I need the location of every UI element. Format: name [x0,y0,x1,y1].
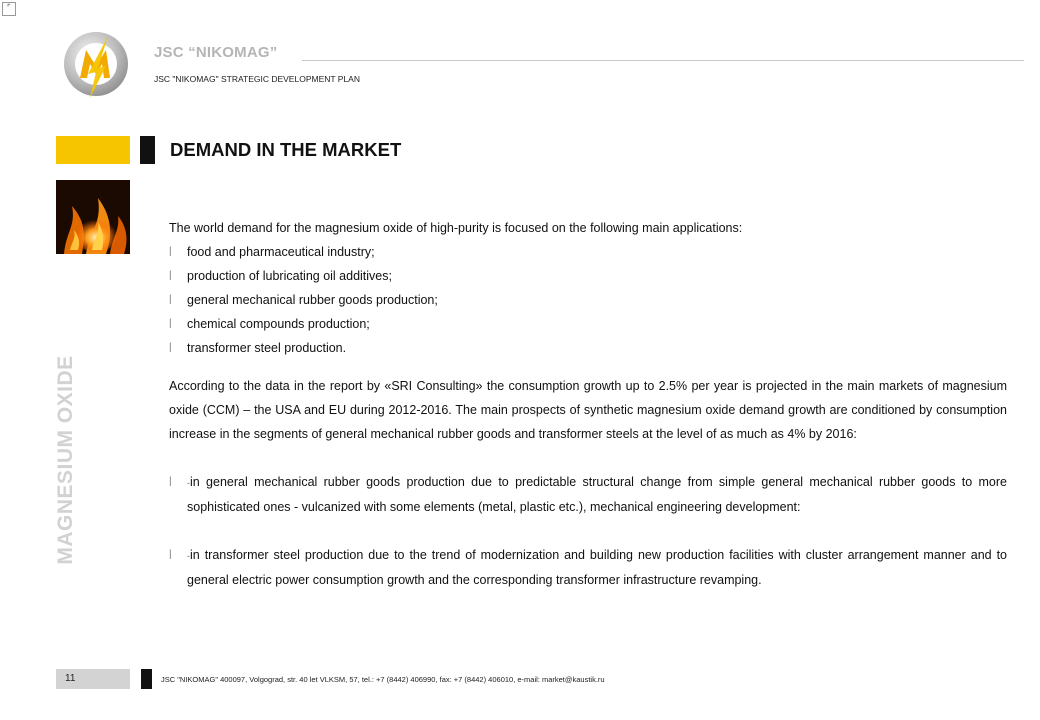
nikomag-logo [60,28,132,100]
bullet-icon: l [169,341,172,355]
bullet-icon: l [169,293,172,307]
section-vertical-label: MAGNESIUM OXIDE [54,355,77,565]
footer-contact: JSC "NIKOMAG" 400097, Volgograd, str. 40 let VLKSM, 57, tel.: +7 (8442) 406990, fax: +7 (8442) 406010, e-mail: market@kaustik.ru [161,675,605,684]
document-subtitle: JSC "NIKOMAG" STRATEGIC DEVELOPMENT PLAN [154,74,360,84]
bullet-icon: l [169,475,172,489]
prospect-text: in transformer steel production due to the trend of modernization and building new production facilities with cluster arrangement manner and to general electric power consumption growth and the corresponding transformer infrastructure revamping. [187,548,1007,587]
main-content [169,218,1007,592]
list-item [169,264,1007,288]
prospect-item [169,470,1007,519]
list-item-label: general mechanical rubber goods production; [187,293,438,307]
list-item-label: production of lubricating oil additives; [187,269,392,283]
fire-image [56,180,130,254]
list-item-label: transformer steel production. [187,341,347,355]
list-item [169,240,1007,264]
dash-mark: - [187,551,190,561]
list-item-label: chemical compounds production; [187,317,370,331]
dash-mark: - [187,478,190,488]
footer-accent-bar [141,669,152,689]
intro-text: The world demand for the magnesium oxide of high-purity is focused on the following main applications: [169,221,743,235]
bullet-icon: l [169,317,172,331]
page-number: 11 [56,669,130,689]
applications-list [169,240,1007,360]
page-title: DEMAND IN THE MARKET [170,139,402,160]
bullet-icon: l [169,245,172,259]
market-paragraph: According to the data in the report by «SRI Consulting» the consumption growth up to 2.5% per year is projected in the main markets of magnesium oxide (CCM) – the USA and EU during 2012-2016. The main prospects of synthetic magnesium oxide demand growth are conditioned by consumption increase in the segments of general mechanical rubber goods and transformer steels at the level of as much as 4% by 2016: [169,379,1007,441]
bullet-icon: l [169,548,172,562]
list-item-label: food and pharmaceutical industry; [187,245,375,259]
list-item [169,288,1007,312]
header-divider [302,60,1024,61]
bullet-icon: l [169,269,172,283]
list-item [169,312,1007,336]
title-accent-bar [140,136,155,164]
corner-marker-icon: ⌜ [2,2,16,16]
title-accent-block [56,136,130,164]
list-item [169,336,1007,360]
prospect-text: in general mechanical rubber goods production due to predictable structural change from simple general mechanical rubber goods to more sophisticated ones - vulcanized with some elements (metal, plastic etc.), mechanical engineering development: [187,475,1007,514]
prospect-item [169,543,1007,592]
company-name: JSC “NIKOMAG” [154,44,278,61]
